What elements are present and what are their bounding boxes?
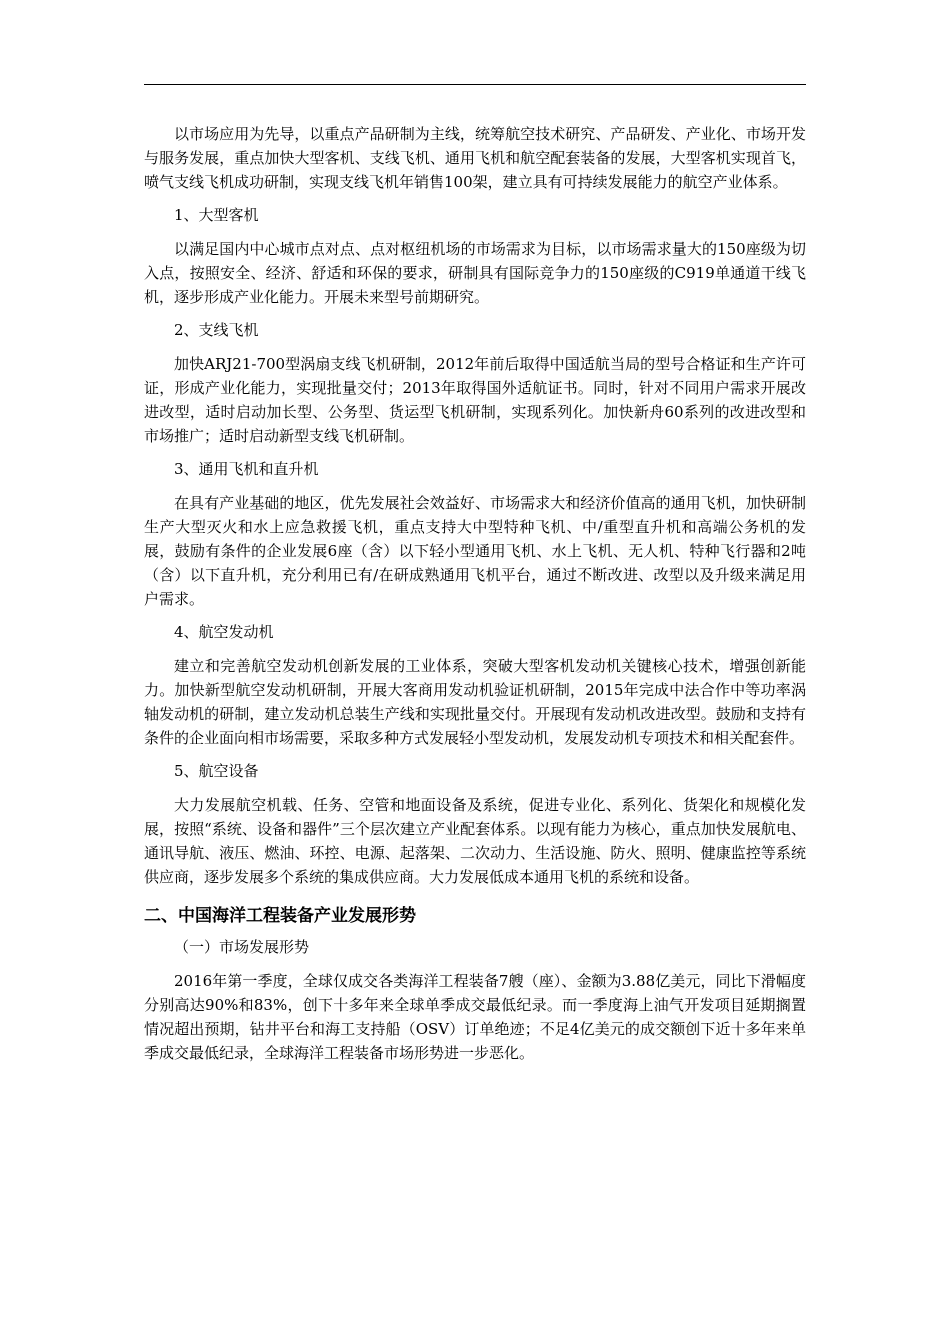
subheading-aviation-equipment: 5、航空设备 [174,762,259,780]
paragraph-general-aviation: 在具有产业基础的地区，优先发展社会效益好、市场需求大和经济价值高的通用飞机，加快研制生产大型灭火和水上应急救援飞机，重点支持大中型特种飞机、中/重型直升机和高端公务机的发展，鼓励有条件的企业发展6座（含）以下轻小型通用飞机、水上飞机、无人机、特种飞行器和2吨（含）以下直升机，充分利用已有/在研成熟通用飞机平台，通过不断改进、改型以及升级来满足用户需求。 [144,494,806,608]
subheading-aero-engine: 4、航空发动机 [174,623,274,641]
paragraph-regional-aircraft: 加快ARJ21-700型涡扇支线飞机研制，2012年前后取得中国适航当局的型号合格证和生产许可证，形成产业化能力，实现批量交付；2013年取得国外适航证书。同时，针对不同用户需求开展改进改型，适时启动加长型、公务型、货运型飞机研制，实现系列化。加快新舟60系列的改进改型和市场推广；适时启动新型支线飞机研制。 [144,355,806,445]
subheading-general-aviation: 3、通用飞机和直升机 [174,460,319,478]
subheading-large-airliner: 1、大型客机 [174,206,259,224]
subheading-regional-aircraft: 2、支线飞机 [174,321,259,339]
paragraph-large-airliner: 以满足国内中心城市点对点、点对枢纽机场的市场需求为目标，以市场需求量大的150座级为切入点，按照安全、经济、舒适和环保的要求，研制具有国际竞争力的150座级的C919单通道干线飞机，逐步形成产业化能力。开展未来型号前期研究。 [144,240,806,306]
document-body [144,122,806,1074]
paragraph-aviation-equipment: 大力发展航空机载、任务、空管和地面设备及系统，促进专业化、系列化、货架化和规模化发展，按照“系统、设备和器件”三个层次建立产业配套体系。以现有能力为核心，重点加快发展航电、通讯导航、液压、燃油、环控、电源、起落架、二次动力、生活设施、防火、照明、健康监控等系统供应商，逐步发展多个系统的集成供应商。大力发展低成本通用飞机的系统和设备。 [144,796,806,886]
subheading-market-trend: （一）市场发展形势 [174,938,310,956]
paragraph-market-trend: 2016年第一季度，全球仅成交各类海洋工程装备7艘（座）、金额为3.88亿美元，同比下滑幅度分别高达90%和83%，创下十多年来全球单季成交最低纪录。而一季度海上油气开发项目延期搁置情况超出预期，钻井平台和海工支持船（OSV）订单绝迹；不足4亿美元的成交额创下近十多年来单季成交最低纪录，全球海洋工程装备市场形势进一步恶化。 [144,972,806,1062]
paragraph-intro: 以市场应用为先导，以重点产品研制为主线，统筹航空技术研究、产品研发、产业化、市场开发与服务发展，重点加快大型客机、支线飞机、通用飞机和航空配套装备的发展，大型客机实现首飞，喷气支线飞机成功研制，实现支线飞机年销售100架，建立具有可持续发展能力的航空产业体系。 [144,125,806,191]
section-heading-marine-engineering: 二、中国海洋工程装备产业发展形势 [144,906,416,926]
paragraph-aero-engine: 建立和完善航空发动机创新发展的工业体系，突破大型客机发动机关键核心技术，增强创新能力。加快新型航空发动机研制，开展大客商用发动机验证机研制，2015年完成中法合作中等功率涡轴发动机的研制，建立发动机总装生产线和实现批量交付。开展现有发动机改进改型。鼓励和支持有条件的企业面向相市场需要，采取多种方式发展轻小型发动机，发展发动机专项技术和相关配套件。 [144,657,806,747]
header-rule [144,84,806,85]
